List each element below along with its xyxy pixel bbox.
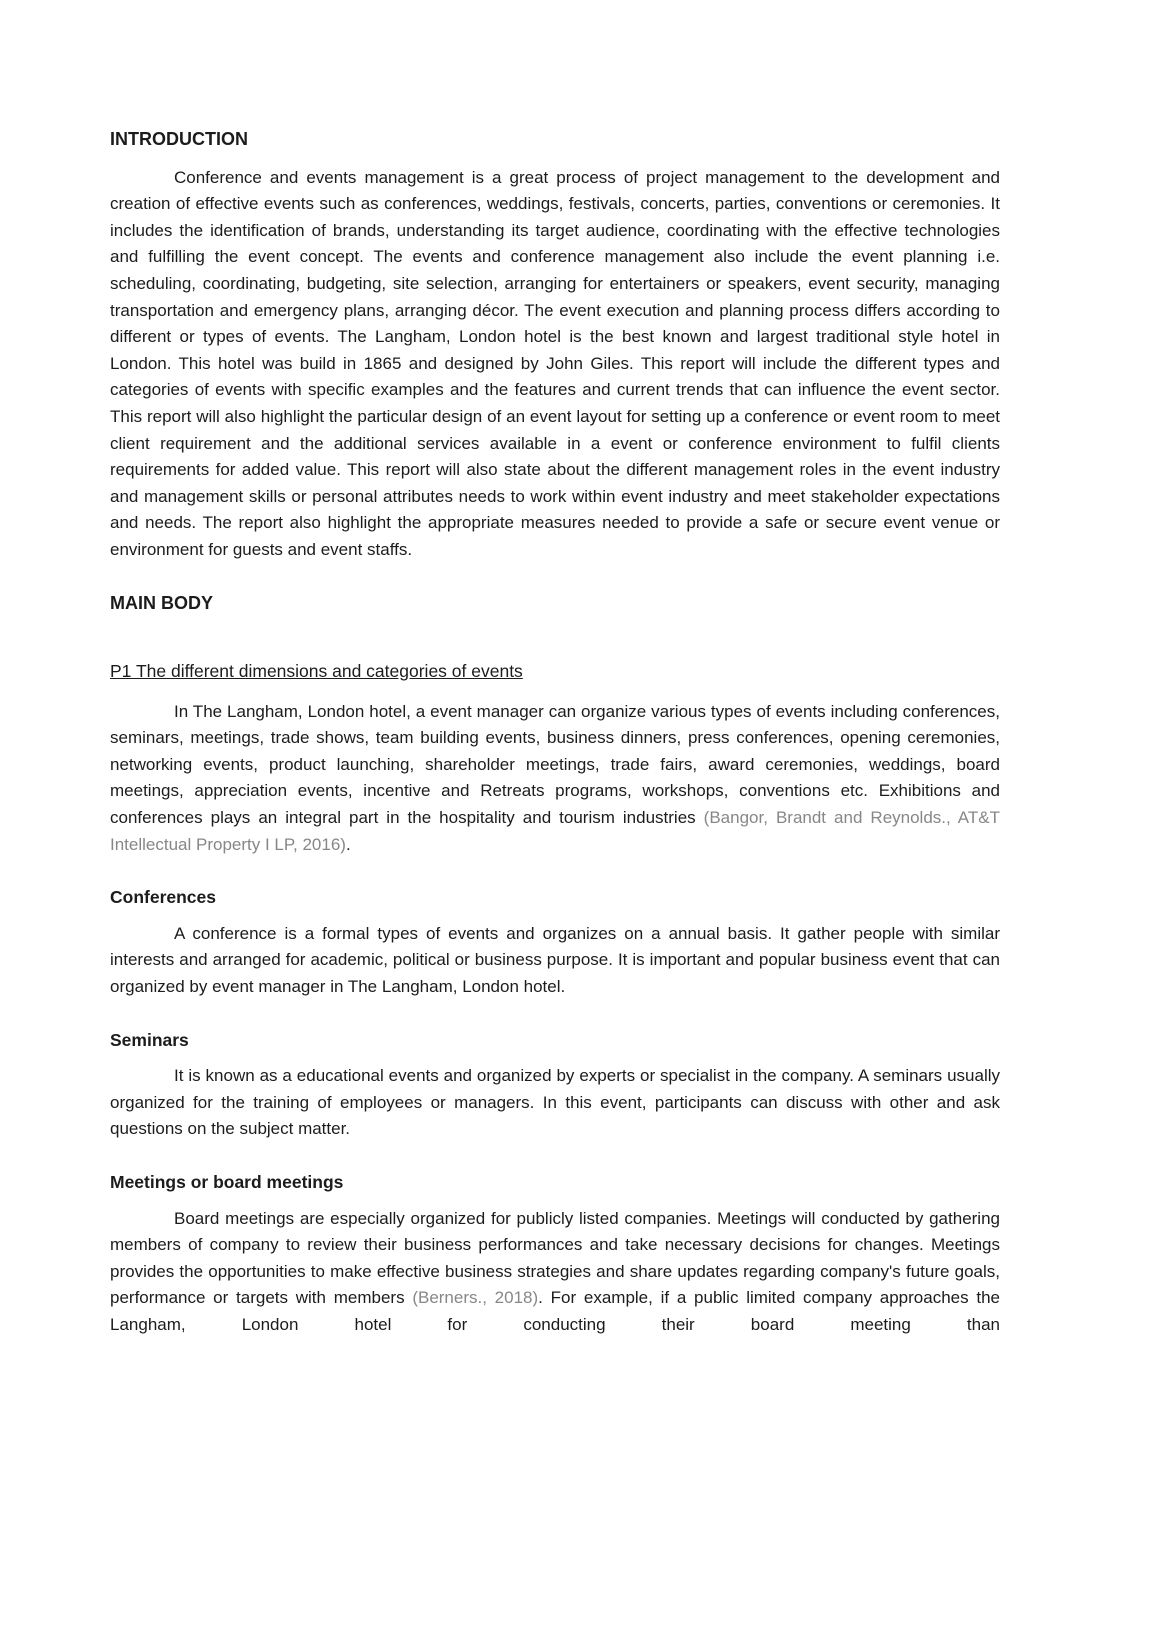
meetings-heading: Meetings or board meetings: [110, 1172, 344, 1192]
seminars-heading: Seminars: [110, 1029, 189, 1050]
p1-paragraph-period: .: [345, 834, 351, 854]
meetings-paragraph: [110, 1206, 1000, 1339]
p1-paragraph-text: In The Langham, London hotel, a event manager can organize various types of events including conferences, seminars, meetings, trade shows, team building events, business dinners, press conferences, opening ceremonies, networking events, product launching, shareholder meetings, trade fairs, award ceremonies, weddings, board meetings, appreciation events, incentive and Retreats programs, workshops, conventions etc. Exhibitions and conferences plays an integral part in the hospitality and tourism industries: [110, 701, 1000, 828]
main-body-heading: MAIN BODY: [110, 592, 213, 613]
p1-section-heading: P1 The different dimensions and categories of events: [110, 661, 523, 682]
meetings-paragraph-text-2: . For example, if a public limited company approaches the Langham, London hotel for conducting their board meeting than: [110, 1288, 1000, 1334]
p1-paragraph: [110, 699, 1000, 859]
meetings-citation: (Berners., 2018): [412, 1288, 539, 1308]
p1-citation: (Bangor, Brandt and Reynolds., AT&T Intellectual Property I LP, 2016): [110, 808, 1000, 854]
intro-heading: INTRODUCTION: [110, 129, 248, 149]
conferences-heading: Conferences: [110, 887, 217, 908]
intro-paragraph: Conference and events management is a great process of project management to the development and creation of effective events such as conferences, weddings, festivals, concerts, parties, conventions or ceremonies. It includes the identification of brands, understanding its target audience, coordinating with the effective technologies and fulfilling the event concept. The events and conference management also include the event planning i.e. scheduling, coordinating, budgeting, site selection, arranging for entertainers or speakers, event security, managing transportation and emergency plans, arranging décor. The event execution and planning process differs according to different or types of events. The Langham, London hotel is the best known and largest traditional style hotel in London. This hotel was build in 1865 and designed by John Giles. This report will include the different types and categories of events with specific examples and the features and current trends that can influence the event sector. This report will also highlight the particular design of an event layout for setting up a conference or event room to meet client requirement and the additional services available in a event or conference environment to fulfil clients requirements for added value. This report will also state about the different management roles in the event industry and management skills or personal attributes needs to work within event industry and meet stakeholder expectations and needs. The report also highlight the appropriate measures needed to provide a safe or secure event venue or environment for guests and event staffs.: [110, 167, 1000, 559]
meetings-paragraph-text-1: Board meetings are especially organized for publicly listed companies. Meetings will conducted by gathering members of company to review their business performances and take necessary decisions for changes. Meetings provides the opportunities to make effective business strategies and share updates regarding company's future goals, performance or targets with members: [110, 1208, 1000, 1308]
conferences-paragraph: A conference is a formal types of events and organizes on a annual basis. It gather people with similar interests and arranged for academic, political or business purpose. It is important and popular business event that can organized by event manager in The Langham, London hotel.: [110, 923, 1000, 997]
seminars-paragraph: It is known as a educational events and organized by experts or specialist in the company. A seminars usually organized for the training of employees or managers. In this event, participants can discuss with other and ask questions on the subject matter.: [110, 1066, 1000, 1139]
